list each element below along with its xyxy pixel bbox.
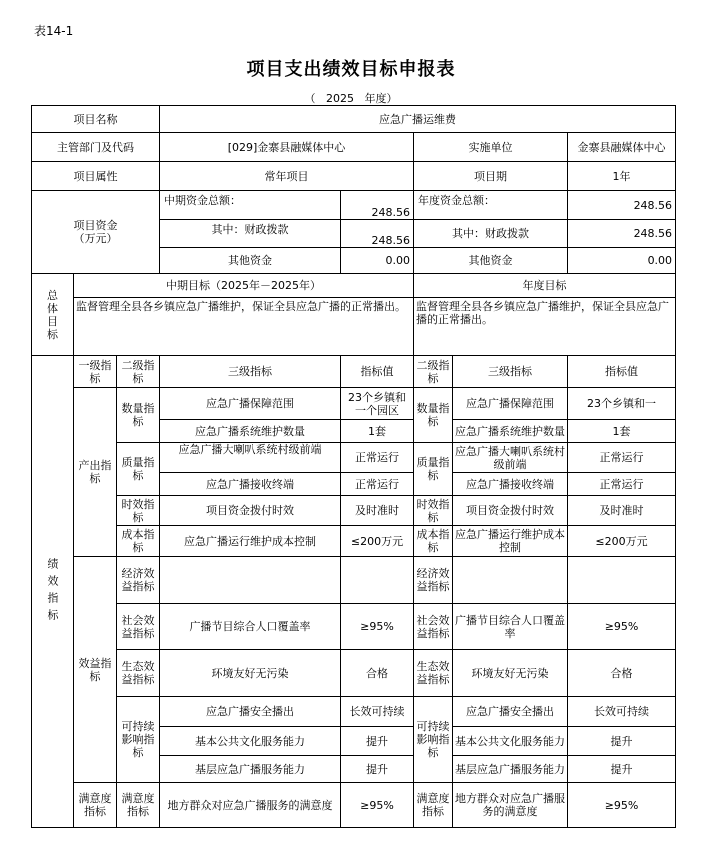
indicator-name-year — [453, 557, 568, 604]
table-row — [32, 526, 676, 557]
indicator-value — [341, 557, 414, 604]
row-goals-text — [32, 298, 676, 356]
indicator-name: 项目资金拨付时效 — [160, 496, 341, 526]
indicator-value-year: 23个乡镇和一 — [568, 388, 676, 420]
table-row — [32, 443, 676, 473]
goals-label: 总体目标 — [32, 274, 74, 356]
period-label: 项目期 — [414, 162, 568, 191]
indicator-value: 及时准时 — [341, 496, 414, 526]
mid-other-label: 其他资金 — [160, 248, 341, 274]
ecological-label-year: 生态效益指标 — [414, 650, 453, 697]
indicator-name-year: 基层应急广播服务能力 — [453, 756, 568, 783]
page-title: 项目支出绩效目标申报表 — [246, 59, 456, 80]
indicator-value-year: 合格 — [568, 650, 676, 697]
indicator-value-year: 长效可持续 — [568, 697, 676, 727]
header-level2-year: 二级指标 — [414, 356, 453, 388]
indicator-value-year: ≤200万元 — [568, 526, 676, 557]
indicator-value: ≤200万元 — [341, 526, 414, 557]
table-row — [32, 557, 676, 604]
quality-label-year: 质量指标 — [414, 443, 453, 496]
indicator-value: 提升 — [341, 756, 414, 783]
table-row — [32, 783, 676, 828]
funds-label: 项目资金 （万元） — [32, 191, 160, 274]
unit-label: 实施单位 — [414, 133, 568, 162]
indicator-value: 1套 — [341, 420, 414, 443]
attr-value: 常年项目 — [160, 162, 414, 191]
indicator-value-year: 1套 — [568, 420, 676, 443]
benefit-label: 效益指标 — [74, 557, 117, 783]
year-total-value: 248.56 — [568, 191, 676, 220]
indicator-name-year: 应急广播接收终端 — [453, 473, 568, 496]
table-row — [32, 388, 676, 420]
sustainable-label: 可持续影响指标 — [117, 697, 160, 783]
indicators-label-text: 绩效指标 — [46, 557, 59, 626]
timeliness-label: 时效指标 — [117, 496, 160, 526]
indicator-name: 基本公共文化服务能力 — [160, 727, 341, 756]
dept-label: 主管部门及代码 — [32, 133, 160, 162]
year-fiscal-value: 248.56 — [568, 220, 676, 248]
indicator-value: ≥95% — [341, 604, 414, 650]
indicator-name: 广播节目综合人口覆盖率 — [160, 604, 341, 650]
mid-fiscal-label: 其中：财政拨款 — [160, 220, 341, 248]
mid-total-label: 中期资金总额： — [160, 191, 341, 220]
year-goal-text: 监督管理全县各乡镇应急广播维护，保证全县应急广播的正常播出。 — [414, 298, 676, 356]
mid-goal-header: 中期目标（2025年－2025年） — [74, 274, 414, 298]
indicator-value-year: 提升 — [568, 756, 676, 783]
year-total-label: 年度资金总额： — [414, 191, 568, 220]
mid-fiscal-value: 248.56 — [341, 220, 414, 248]
indicator-name-year: 应急广播系统维护数量 — [453, 420, 568, 443]
social-label-year: 社会效益指标 — [414, 604, 453, 650]
mid-goal-text: 监督管理全县各乡镇应急广播维护，保证全县应急广播的正常播出。 — [74, 298, 414, 356]
row-project-name — [32, 106, 676, 133]
indicator-value: 提升 — [341, 727, 414, 756]
indicator-value: 正常运行 — [341, 473, 414, 496]
header-level1: 一级指标 — [74, 356, 117, 388]
header-value-year: 指标值 — [568, 356, 676, 388]
quantity-label-year: 数量指标 — [414, 388, 453, 443]
indicator-name-year: 应急广播运行维护成本控制 — [453, 526, 568, 557]
indicators-label — [32, 356, 74, 828]
quality-label: 质量指标 — [117, 443, 160, 496]
indicator-value: 合格 — [341, 650, 414, 697]
row-indicator-header — [32, 356, 676, 388]
year-other-value: 0.00 — [568, 248, 676, 274]
social-label: 社会效益指标 — [117, 604, 160, 650]
indicator-value: 正常运行 — [341, 443, 414, 473]
indicator-name: 应急广播系统维护数量 — [160, 420, 341, 443]
cost-label: 成本指标 — [117, 526, 160, 557]
period-value: 1年 — [568, 162, 676, 191]
cost-label-year: 成本指标 — [414, 526, 453, 557]
row-attribute — [32, 162, 676, 191]
indicator-name-year: 基本公共文化服务能力 — [453, 727, 568, 756]
indicator-value-year: 及时准时 — [568, 496, 676, 526]
ecological-label: 生态效益指标 — [117, 650, 160, 697]
year-fiscal-label: 其中：财政拨款 — [414, 220, 568, 248]
table-row — [32, 604, 676, 650]
indicator-value: ≥95% — [341, 783, 414, 828]
header-value: 指标值 — [341, 356, 414, 388]
indicator-value-year: 提升 — [568, 727, 676, 756]
year-line — [0, 90, 702, 106]
indicator-name-year: 环境友好无污染 — [453, 650, 568, 697]
economic-label: 经济效益指标 — [117, 557, 160, 604]
year-goal-header: 年度目标 — [414, 274, 676, 298]
satisfaction-label: 满意度指标 — [74, 783, 117, 828]
indicator-value-year — [568, 557, 676, 604]
indicator-value-year: ≥95% — [568, 604, 676, 650]
indicator-name: 应急广播接收终端 — [160, 473, 341, 496]
attr-label: 项目属性 — [32, 162, 160, 191]
table-row — [32, 697, 676, 727]
timeliness-label-year: 时效指标 — [414, 496, 453, 526]
indicator-value-year: 正常运行 — [568, 443, 676, 473]
year-other-label: 其他资金 — [414, 248, 568, 274]
project-name-label: 项目名称 — [32, 106, 160, 133]
unit-value: 金寨县融媒体中心 — [568, 133, 676, 162]
satisfaction2-label: 满意度指标 — [117, 783, 160, 828]
header-level3: 三级指标 — [160, 356, 341, 388]
quantity-label: 数量指标 — [117, 388, 160, 443]
indicator-name: 应急广播保障范围 — [160, 388, 341, 420]
header-level3-year: 三级指标 — [453, 356, 568, 388]
indicator-name: 环境友好无污染 — [160, 650, 341, 697]
row-fund-total — [32, 191, 676, 220]
mid-other-value: 0.00 — [341, 248, 414, 274]
indicator-name — [160, 557, 341, 604]
row-goals-header — [32, 274, 676, 298]
indicator-name: 应急广播安全播出 — [160, 697, 341, 727]
table-row — [32, 496, 676, 526]
indicator-value: 23个乡镇和一个园区 — [341, 388, 414, 420]
indicator-name-year: 应急广播安全播出 — [453, 697, 568, 727]
year-value: 2025 — [326, 92, 354, 105]
indicator-name-year: 应急广播大喇叭系统村级前端 — [453, 443, 568, 473]
indicator-value-year: ≥95% — [568, 783, 676, 828]
indicator-name: 基层应急广播服务能力 — [160, 756, 341, 783]
mid-total-value: 248.56 — [341, 191, 414, 220]
indicator-name-year: 广播节目综合人口覆盖率 — [453, 604, 568, 650]
table-row — [32, 650, 676, 697]
indicator-value-year: 正常运行 — [568, 473, 676, 496]
indicator-name: 地方群众对应急广播服务的满意度 — [160, 783, 341, 828]
indicator-name-year: 地方群众对应急广播服务的满意度 — [453, 783, 568, 828]
row-department — [32, 133, 676, 162]
performance-table — [31, 105, 676, 828]
form-tag: 表14-1 — [34, 24, 74, 38]
year-suffix: 年度） — [354, 92, 398, 105]
indicator-name-year: 项目资金拨付时效 — [453, 496, 568, 526]
indicator-name-year: 应急广播保障范围 — [453, 388, 568, 420]
indicator-value: 长效可持续 — [341, 697, 414, 727]
header-level2: 二级指标 — [117, 356, 160, 388]
indicator-name: 应急广播运行维护成本控制 — [160, 526, 341, 557]
indicator-name: 应急广播大喇叭系统村级前端 — [160, 443, 341, 473]
output-label: 产出指标 — [74, 388, 117, 557]
sustainable-label-year: 可持续影响指标 — [414, 697, 453, 783]
satisfaction2-label-year: 满意度指标 — [414, 783, 453, 828]
year-prefix: （ — [304, 92, 326, 105]
project-name-value: 应急广播运维费 — [160, 106, 676, 133]
dept-value: [029]金寨县融媒体中心 — [160, 133, 414, 162]
economic-label-year: 经济效益指标 — [414, 557, 453, 604]
